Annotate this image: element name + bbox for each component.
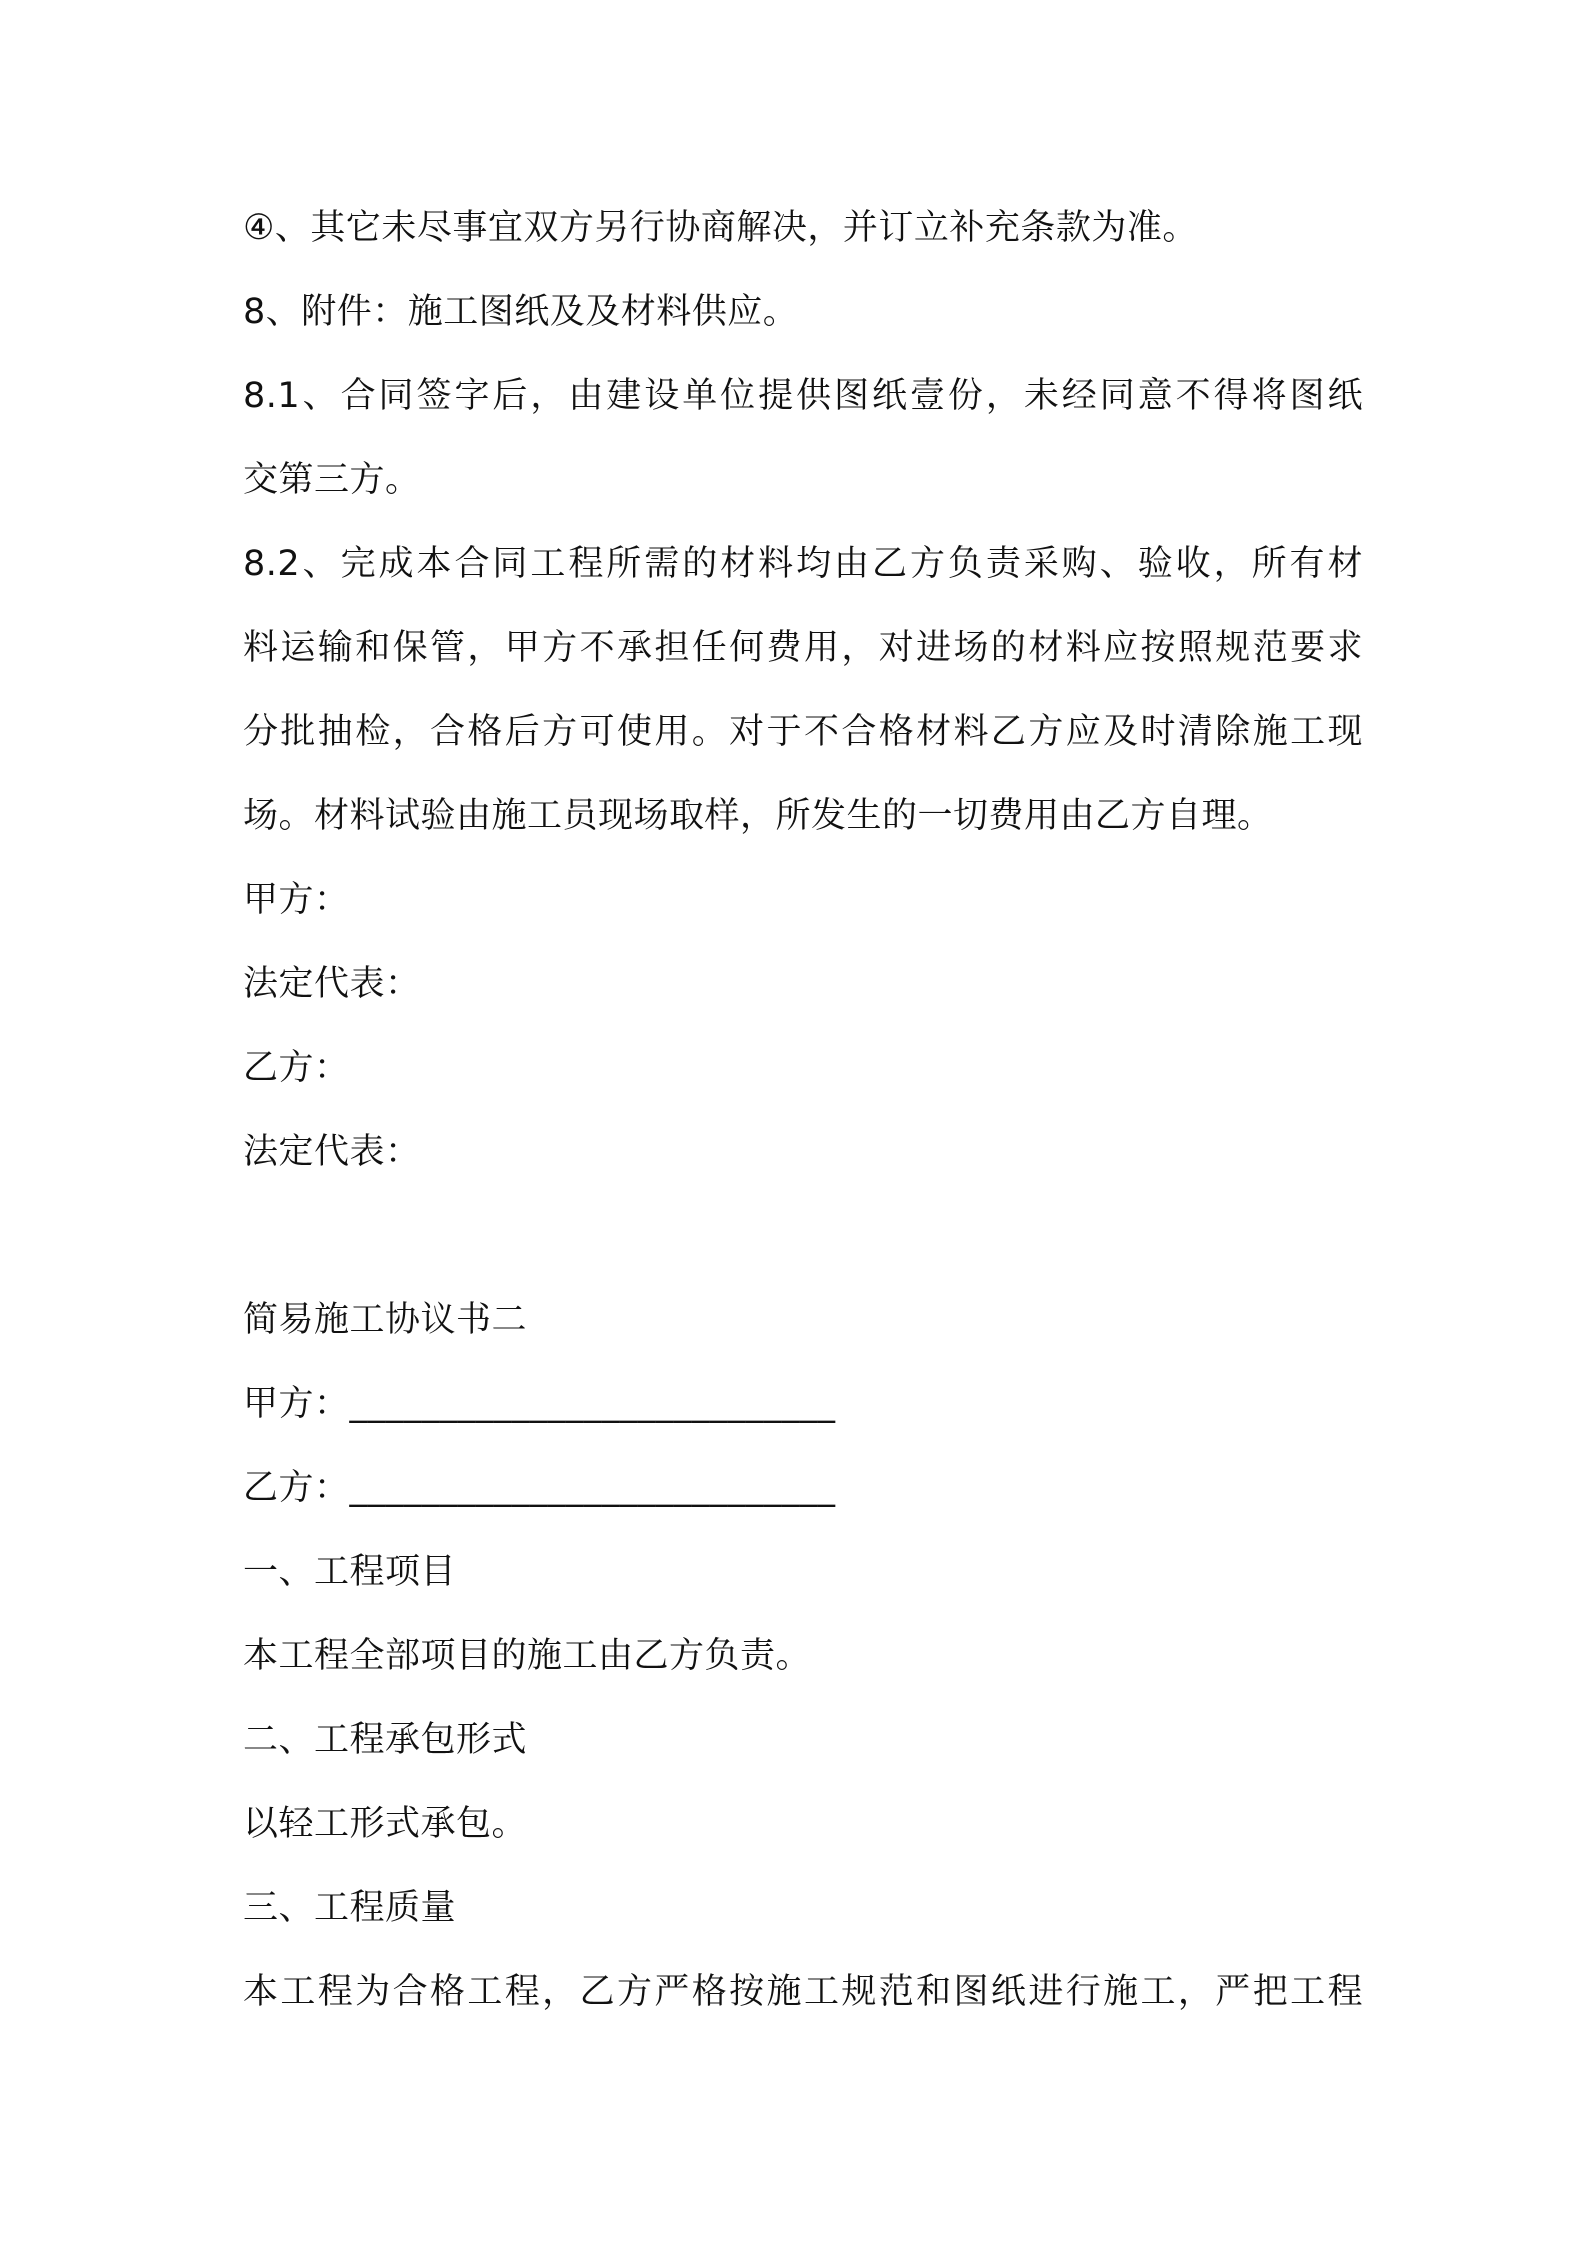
- clause-8-2-line-4: 场。材料试验由施工员现场取样，所发生的一切费用由乙方自理。: [243, 796, 1273, 836]
- clause-8-1-line-1: 8.1、合同签字后，由建设单位提供图纸壹份，未经同意不得将图纸: [243, 376, 1363, 416]
- party-a-label: 甲方：: [243, 880, 350, 920]
- section-2-body: 以轻工形式承包。: [243, 1804, 528, 1844]
- agreement-two-party-b: 乙方：___________________________: [243, 1468, 836, 1508]
- agreement-two-party-a: 甲方：___________________________: [243, 1384, 836, 1424]
- party-a-representative-label: 法定代表：: [243, 964, 421, 1004]
- party-b-representative-label: 法定代表：: [243, 1132, 421, 1172]
- clause-8-attachments: 8、附件：施工图纸及及材料供应。: [243, 292, 799, 332]
- clause-8-1-line-2: 交第三方。: [243, 460, 421, 500]
- clause-8-2-line-3: 分批抽检，合格后方可使用。对于不合格材料乙方应及时清除施工现: [243, 712, 1363, 752]
- clause-4-other-matters: ④、其它未尽事宜双方另行协商解决，并订立补充条款为准。: [243, 208, 1198, 248]
- section-1-heading: 一、工程项目: [243, 1552, 457, 1592]
- section-3-heading: 三、工程质量: [243, 1888, 457, 1928]
- agreement-two-title: 简易施工协议书二: [243, 1300, 528, 1340]
- section-3-body-line-1: 本工程为合格工程，乙方严格按施工规范和图纸进行施工，严把工程: [243, 1972, 1363, 2012]
- clause-8-2-line-2: 料运输和保管，甲方不承担任何费用，对进场的材料应按照规范要求: [243, 628, 1363, 668]
- section-2-heading: 二、工程承包形式: [243, 1720, 528, 1760]
- section-1-body: 本工程全部项目的施工由乙方负责。: [243, 1636, 812, 1676]
- party-b-label: 乙方：: [243, 1048, 350, 1088]
- clause-8-2-line-1: 8.2、完成本合同工程所需的材料均由乙方负责采购、验收，所有材: [243, 544, 1363, 584]
